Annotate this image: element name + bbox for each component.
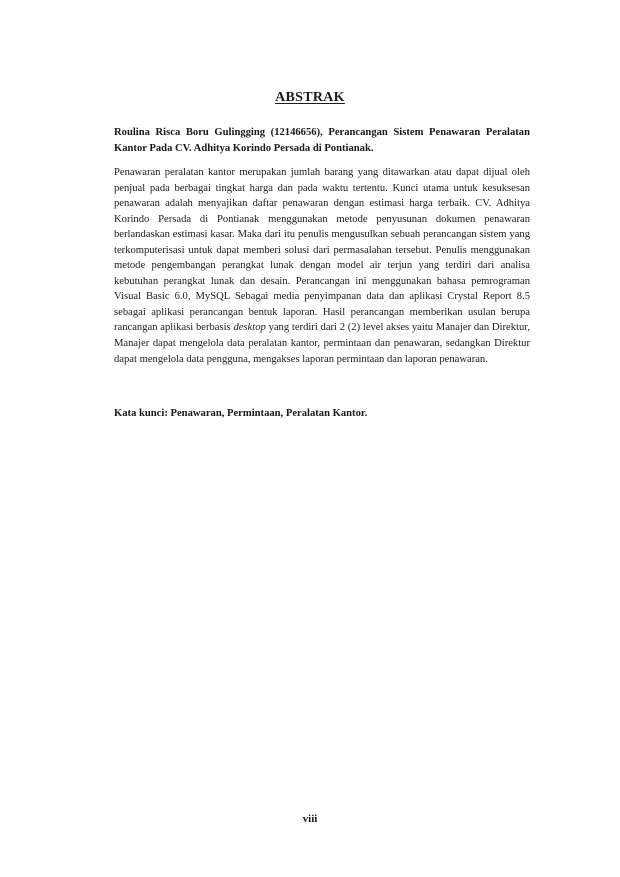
page-title: ABSTRAK (275, 90, 345, 105)
abstract-paragraph (114, 165, 530, 367)
abstract-italic-term: desktop (233, 322, 266, 334)
keywords-line: Kata kunci: Penawaran, Permintaan, Peralatan Kantor. (114, 408, 368, 419)
abstract-text-part2: yang terdiri dari 2 (2) level akses yaitu Manajer dan Direktur, Manajer dapat mengelola data peralatan kantor, permintaan dan penawaran, sedangkan Direktur dapat mengelola data pengguna, mengakses laporan permintaan dan laporan penawaran. (114, 322, 530, 365)
abstract-text-part1: Penawaran peralatan kantor merupakan jumlah barang yang ditawarkan atau dapat dijual oleh penjual pada berbagai tingkat harga dan pada waktu tertentu. Kunci utama untuk kesuksesan penawaran adalah menyajikan daftar penawaran dengan estimasi harga terbaik. CV. Adhitya Korindo Persada di Pontianak menggunakan metode penyusunan dokumen penawaran berlandaskan estimasi kasar. Maka dari itu penulis mengusulkan sebuah perancangan sistem yang terkomputerisasi untuk dapat memberi solusi dari permasalahan tersebut. Penulis menggunakan metode pengembangan perangkat lunak dengan model air terjun yang terdiri dari analisa kebutuhan perangkat lunak dan desain. Perancangan ini menggunakan bahasa pemrograman Visual Basic 6.0, MySQL Sebagai media penyimpanan data dan aplikasi Crystal Report 8.5 sebagai aplikasi perancangan bentuk laporan. Hasil perancangan memberikan usulan berupa rancangan aplikasi berbasis (114, 167, 530, 334)
page-number: viii (302, 813, 318, 825)
author-citation: Roulina Risca Boru Gulingging (12146656), Perancangan Sistem Penawaran Peralatan Kantor Pada CV. Adhitya Korindo Persada di Pontianak. (114, 127, 530, 154)
